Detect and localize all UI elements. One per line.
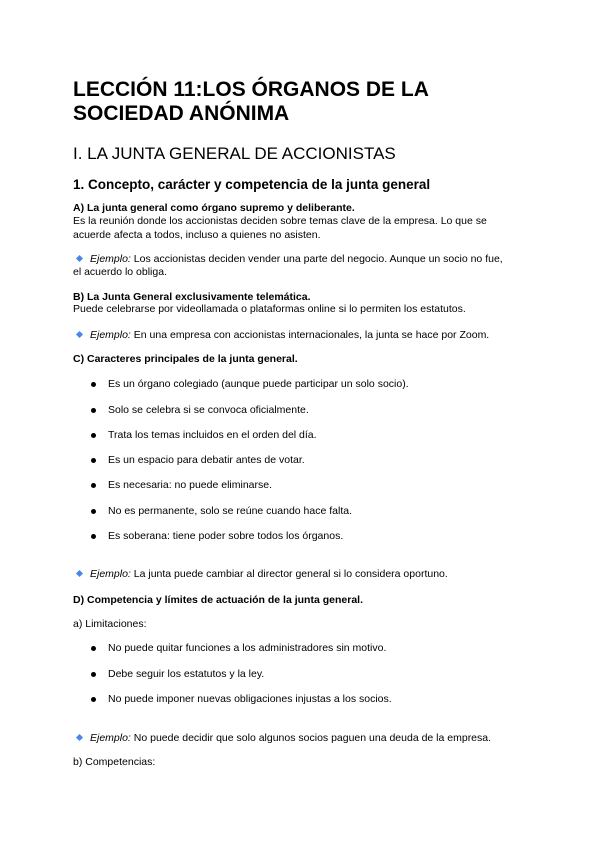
block-b-heading: B) La Junta General exclusivamente telemática. xyxy=(73,291,311,303)
block-d-sub-a: a) Limitaciones: xyxy=(73,618,147,630)
list-item: Es un órgano colegiado (aunque puede participar un solo socio). xyxy=(91,378,409,391)
list-item: Es soberana: tiene poder sobre todos los órganos. xyxy=(91,530,343,543)
example-text: Los accionistas deciden vender una parte del negocio. Aunque un socio no fue, xyxy=(130,253,503,265)
example-label: Ejemplo: xyxy=(90,732,131,744)
block-a-text-line2: acuerde afecta a todos, incluso a quienes no asisten. xyxy=(73,229,321,241)
diamond-bullet-icon xyxy=(76,255,83,262)
subsection-heading: 1. Concepto, carácter y competencia de la junta general xyxy=(73,177,431,192)
block-c-heading: C) Caracteres principales de la junta general. xyxy=(73,353,298,365)
diamond-bullet-icon xyxy=(76,734,83,741)
bullet-icon xyxy=(91,534,96,539)
block-d-example xyxy=(73,732,491,745)
example-label: Ejemplo: xyxy=(90,568,131,580)
bullet-icon xyxy=(91,672,96,677)
bullet-icon xyxy=(91,697,96,702)
lesson-title-line2: SOCIEDAD ANÓNIMA xyxy=(73,102,290,125)
list-item: Es un espacio para debatir antes de votar. xyxy=(91,454,305,467)
example-text: La junta puede cambiar al director general si lo considera oportuno. xyxy=(130,568,448,580)
block-a-example-line2: el acuerdo lo obliga. xyxy=(73,266,167,278)
block-d-sub-b: b) Competencias: xyxy=(73,756,156,768)
list-item: No es permanente, solo se reúne cuando hace falta. xyxy=(91,505,352,518)
example-label: Ejemplo: xyxy=(90,329,131,341)
bullet-icon xyxy=(91,408,96,413)
example-text: No puede decidir que solo algunos socios paguen una deuda de la empresa. xyxy=(130,732,492,744)
bullet-icon xyxy=(91,483,96,488)
list-item: Trata los temas incluidos en el orden del día. xyxy=(91,429,317,442)
block-b-text: Puede celebrarse por videollamada o plataformas online si lo permiten los estatutos. xyxy=(73,303,466,315)
list-item: No puede quitar funciones a los administradores sin motivo. xyxy=(91,642,386,655)
bullet-icon xyxy=(91,458,96,463)
list-item: Es necesaria: no puede eliminarse. xyxy=(91,479,272,492)
bullet-icon xyxy=(91,509,96,514)
section-heading: I. LA JUNTA GENERAL DE ACCIONISTAS xyxy=(73,144,396,163)
diamond-bullet-icon xyxy=(76,331,83,338)
list-item: Debe seguir los estatutos y la ley. xyxy=(91,668,264,681)
bullet-icon xyxy=(91,433,96,438)
block-a-text-line1: Es la reunión donde los accionistas deciden sobre temas clave de la empresa. Lo que se xyxy=(73,215,487,227)
example-label: Ejemplo: xyxy=(90,253,131,265)
bullet-icon xyxy=(91,646,96,651)
lesson-title-line1: LECCIÓN 11:LOS ÓRGANOS DE LA xyxy=(73,78,429,101)
list-item: No puede imponer nuevas obligaciones injustas a los socios. xyxy=(91,693,392,706)
block-d-heading: D) Competencia y límites de actuación de la junta general. xyxy=(73,594,363,606)
block-b-example xyxy=(73,329,489,342)
block-a-example xyxy=(73,253,503,266)
diamond-bullet-icon xyxy=(76,570,83,577)
block-c-example xyxy=(73,568,448,581)
block-a-heading: A) La junta general como órgano supremo y deliberante. xyxy=(73,202,355,214)
list-item: Solo se celebra si se convoca oficialmente. xyxy=(91,404,309,417)
example-text: En una empresa con accionistas internacionales, la junta se hace por Zoom. xyxy=(130,329,490,341)
bullet-icon xyxy=(91,382,96,387)
